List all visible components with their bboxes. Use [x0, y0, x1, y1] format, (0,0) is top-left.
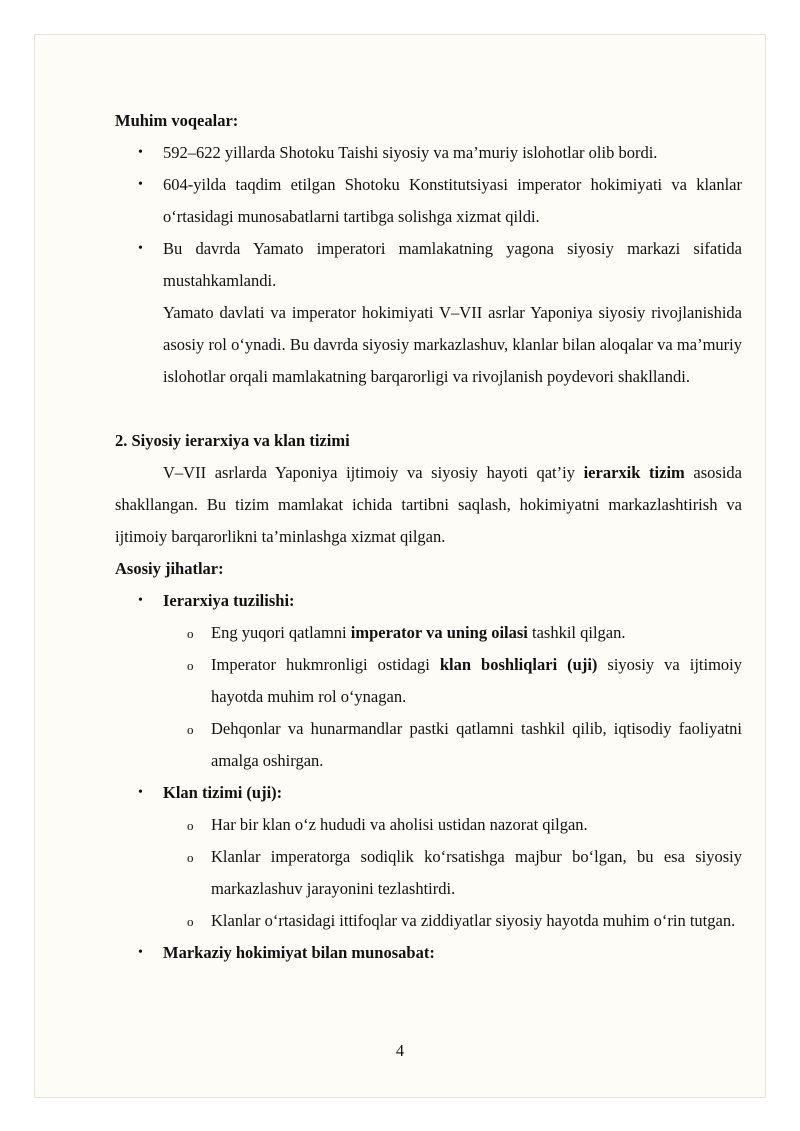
sub-item-text: tashkil qilgan. [527, 623, 626, 642]
bullet-icon: • [138, 945, 143, 960]
sub-item-text: siyosiy va ijtimoiy hayotda muhim rol o‘ynagan. [211, 655, 742, 706]
sub-list-item [187, 617, 742, 649]
section-heading-events: Muhim voqealar: [115, 111, 239, 130]
list-item [138, 585, 742, 777]
bullet-icon: • [138, 241, 143, 256]
intro-paragraph [115, 457, 742, 553]
page-number: 4 [395, 1041, 405, 1060]
section-title: 2. Siyosiy ierarxiya va klan tizimi [115, 431, 350, 450]
hierarchy-title: Ierarxiya tuzilishi: [163, 591, 295, 610]
circle-bullet-icon: o [187, 626, 194, 641]
document-body [115, 105, 742, 969]
circle-bullet-icon: o [187, 722, 194, 737]
circle-bullet-icon: o [187, 850, 194, 865]
sub-list-item [187, 841, 742, 905]
summary-paragraph: Yamato davlati va imperator hokimiyati V–VII asrlar Yaponiya siyosiy rivojlanishida asosiy rol o‘ynadi. Bu davrda siyosiy markazlashuv, klanlar bilan aloqalar va ma’muriy islohotlar orqali mamlakatning barqarorligi va rivojlanish poydevori shakllandi. [163, 303, 742, 386]
sub-item-emphasis: klan boshliqlari (uji) [439, 655, 598, 674]
intro-text-end: asosida shakllangan. Bu tizim mamlakat ichida tartibni saqlash, hokimiyatni markazlashtirish va ijtimoiy barqarorlikni ta’minlashga xizmat qilgan. [115, 463, 742, 546]
aspects-heading: Asosiy jihatlar: [115, 559, 224, 578]
sub-item-text: Klanlar o‘rtasidagi ittifoqlar va ziddiyatlar siyosiy hayotda muhim o‘rin tutgan. [211, 911, 736, 930]
sub-list-item [187, 809, 742, 841]
sub-list-item [187, 713, 742, 777]
hierarchy-sublist [163, 617, 742, 777]
clan-sublist [163, 809, 742, 937]
list-item [138, 137, 742, 169]
sub-item-text: Dehqonlar va hunarmandlar pastki qatlamni tashkil qilib, iqtisodiy faoliyatni amalga oshirgan. [211, 719, 742, 770]
bullet-icon: • [138, 177, 143, 192]
events-list [115, 137, 742, 297]
list-item [138, 169, 742, 233]
clan-title: Klan tizimi (uji): [163, 783, 283, 802]
spacer [115, 393, 742, 425]
sub-list-item [187, 649, 742, 713]
bullet-icon: • [138, 593, 143, 608]
intro-text-start: V–VII asrlarda Yaponiya ijtimoiy va siyosiy hayoti qat’iy [163, 463, 584, 482]
list-item [138, 233, 742, 297]
list-item [138, 937, 742, 969]
event-text: Bu davrda Yamato imperatori mamlakatning yagona siyosiy markazi sifatida mustahkamlandi. [163, 239, 742, 290]
event-text: 604-yilda taqdim etilgan Shotoku Konstitutsiyasi imperator hokimiyati va klanlar o‘rtasidagi munosabatlarni tartibga solishga xizmat qildi. [163, 175, 742, 226]
sub-item-text: Imperator hukmronligi ostidagi [211, 655, 440, 674]
circle-bullet-icon: o [187, 914, 194, 929]
event-text: 592–622 yillarda Shotoku Taishi siyosiy va ma’muriy islohotlar olib bordi. [163, 143, 658, 162]
sub-item-text: Eng yuqori qatlamni [211, 623, 351, 642]
sub-item-text: Klanlar imperatorga sodiqlik ko‘rsatishga majbur bo‘lgan, bu esa siyosiy markazlashuv jarayonini tezlashtirdi. [211, 847, 742, 898]
circle-bullet-icon: o [187, 818, 194, 833]
bullet-icon: • [138, 145, 143, 160]
bullet-icon: • [138, 785, 143, 800]
sub-list-item [187, 905, 742, 937]
intro-emphasis: ierarxik tizim [583, 463, 685, 482]
sub-item-text: Har bir klan o‘z hududi va aholisi ustidan nazorat qilgan. [211, 815, 588, 834]
sub-item-emphasis: imperator va uning oilasi [350, 623, 528, 642]
central-title: Markaziy hokimiyat bilan munosabat: [163, 943, 435, 962]
list-item [138, 777, 742, 937]
aspects-list [115, 585, 742, 969]
circle-bullet-icon: o [187, 658, 194, 673]
